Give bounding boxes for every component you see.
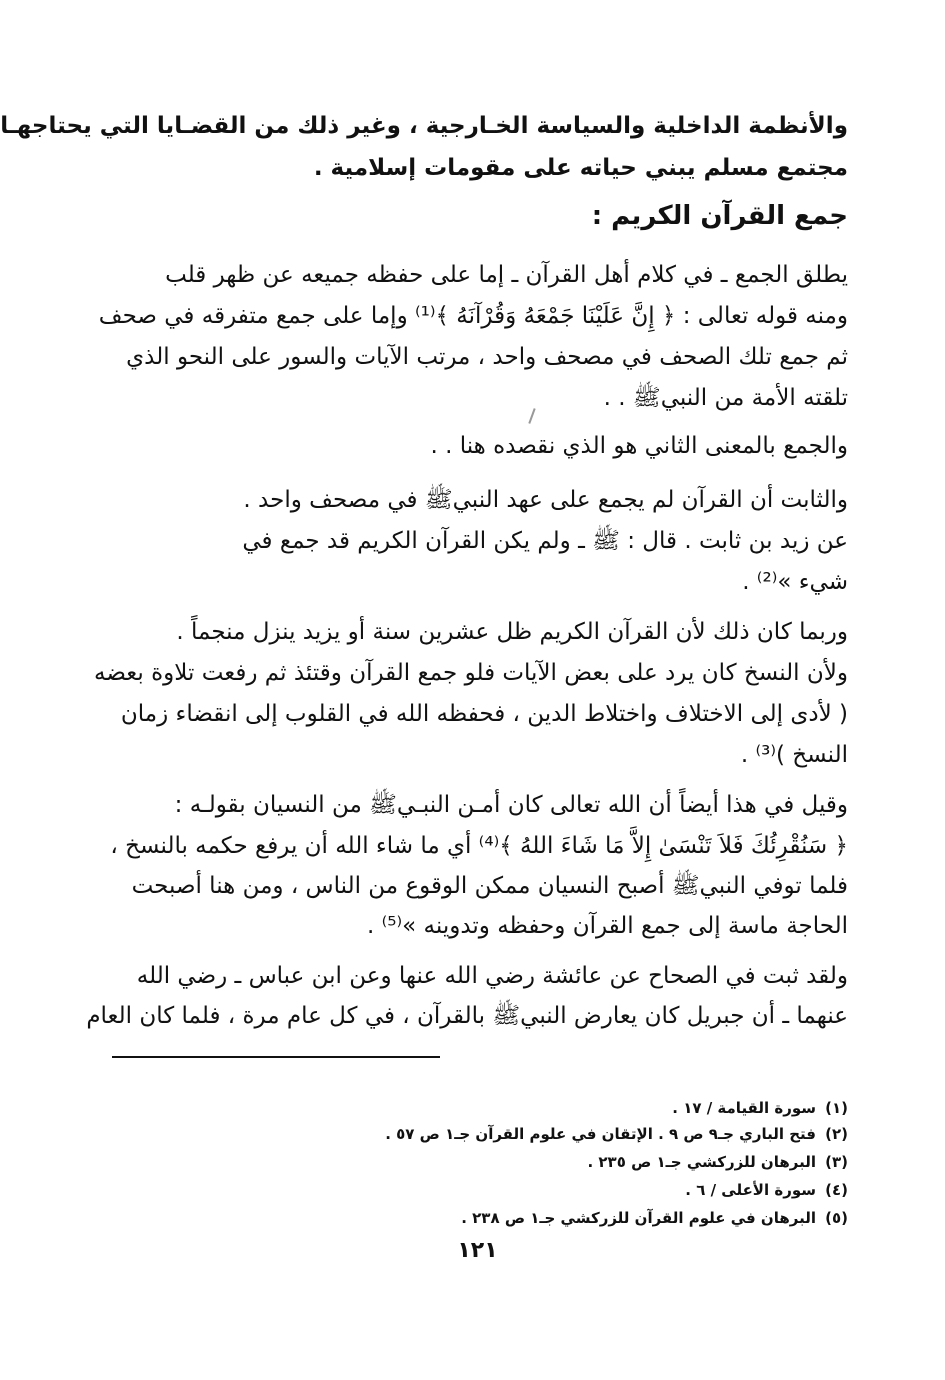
body-line-12: ولأن النسخ كان يرد على بعض الآيات فلو جمع القرآن وقتئذ ثم رفعت تلاوة بعضه xyxy=(94,660,848,686)
body-line-9: عن زيد بن ثابت . قال : ﷺ ـ ولم يكن القرآن الكريم قد جمع في xyxy=(242,528,848,554)
page-number: ١٢١ xyxy=(457,1238,498,1263)
footnote-text: البرهان للزركشي جـ١ ص ٢٣٥ . xyxy=(587,1153,816,1171)
body-line-20: عنهما ـ أن جبريل كان يعارض النبيﷺ بالقرآن ، في كل عام مرة ، فلما كان العام xyxy=(86,1003,848,1029)
body-line-5: ثم جمع تلك الصحف في مصحف واحد ، مرتب الآيات والسور على النحو الذي xyxy=(126,344,848,370)
section-heading: جمع القرآن الكريم : xyxy=(591,201,848,231)
body-line-6: تلقته الأمة من النبيﷺ . . xyxy=(603,385,848,411)
body-line-10: شيء »⁽²⁾ . xyxy=(742,569,848,595)
footnote-number: (١) xyxy=(825,1099,848,1117)
footnote-text: سورة الأعلى / ٦ . xyxy=(685,1181,816,1199)
body-line-14: النسخ )⁽³⁾ . xyxy=(740,742,848,768)
body-line-15: وقيل في هذا أيضاً أن الله تعالى كان أمـن النبـيﷺ من النسيان بقولـه : xyxy=(174,792,848,818)
footnote-text: سورة القيامة / ١٧ . xyxy=(672,1099,816,1117)
body-line-7: والجمع بالمعنى الثاني هو الذي نقصده هنا . . xyxy=(430,433,848,459)
footnote-number: (٢) xyxy=(825,1125,848,1143)
body-line-8: والثابت أن القرآن لم يجمع على عهد النبيﷺ في مصحف واحد . xyxy=(243,487,848,513)
body-line-2: مجتمع مسلم يبني حياته على مقومات إسلامية . xyxy=(313,155,848,181)
footnote-2 xyxy=(148,1122,848,1146)
body-line-16: ﴿ سَنُقْرِئُكَ فَلاَ تَنْسَىٰ إِلاَّ مَا شَاءَ اللهُ ﴾⁽⁴⁾ أي ما شاء الله أن يرفع حكمه بالنسخ ، xyxy=(110,833,848,859)
footnote-number: (٤) xyxy=(825,1181,848,1199)
footnote-separator xyxy=(112,1056,440,1058)
body-line-1: والأنظمة الداخلية والسياسة الخـارجية ، وغير ذلك من القضـايا التي يحتاجهـا xyxy=(0,113,848,139)
body-line-17: فلما توفي النبيﷺ أصبح النسيان ممكن الوقوع من الناس ، ومن هنا أصبحت xyxy=(131,873,848,899)
footnote-3 xyxy=(148,1150,848,1174)
body-line-3: يطلق الجمع ـ في كلام أهل القرآن ـ إما على حفظه جميعه عن ظهر قلب xyxy=(165,262,848,288)
footnote-text: البرهان في علوم القرآن للزركشي جـ١ ص ٢٣٨ . xyxy=(461,1209,816,1227)
body-line-13: ( لأدى إلى الاختلاف واختلاط الدين ، فحفظه الله في القلوب إلى انقضاء زمان xyxy=(120,701,848,727)
footnote-number: (٣) xyxy=(825,1153,848,1171)
footnote-number: (٥) xyxy=(825,1209,848,1227)
footnote-4 xyxy=(148,1178,848,1202)
body-line-19: ولقد ثبت في الصحاح عن عائشة رضي الله عنها وعن ابن عباس ـ رضي الله xyxy=(136,963,848,989)
footnote-1 xyxy=(148,1096,848,1120)
body-line-4: ومنه قوله تعالى : ﴿ إِنَّ عَلَيْنَا جَمْعَهُ وَقُرْآنَهُ ﴾⁽¹⁾ وإما على جمع متفرقه في صحف xyxy=(98,303,848,329)
body-line-18: الحاجة ماسة إلى جمع القرآن وحفظه وتدوينه »⁽⁵⁾ . xyxy=(367,913,848,939)
body-line-11: وربما كان ذلك لأن القرآن الكريم ظل عشرين سنة أو يزيد ينزل منجماً . xyxy=(176,619,848,645)
footnote-text: فتح الباري جـ٩ ص ٩ . الإتقان في علوم القرآن جـ١ ص ٥٧ . xyxy=(385,1125,816,1143)
footnote-5 xyxy=(148,1206,848,1230)
